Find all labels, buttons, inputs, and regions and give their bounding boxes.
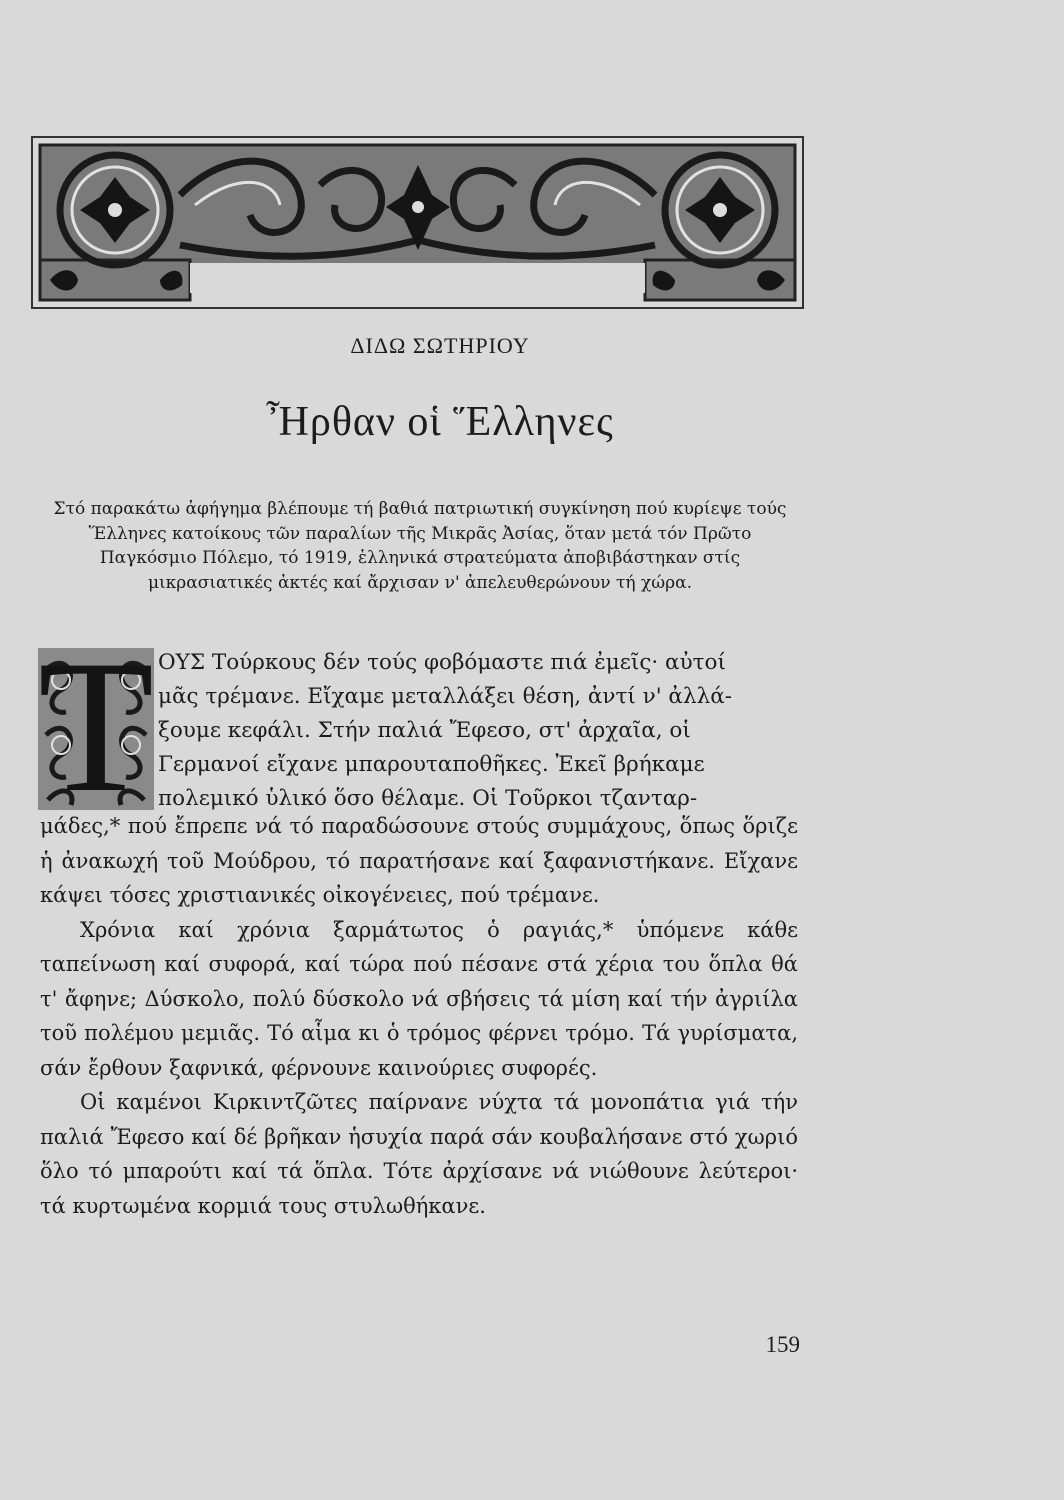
story-body — [40, 809, 798, 1223]
drop-cap-letter: Τ — [37, 640, 155, 815]
author-name: ΔΙΔΩ ΣΩΤΗΡΙΟΥ — [350, 333, 530, 358]
paragraph-2: Χρόνια καί χρόνια ξαρμάτωτος ὁ ραγιάς,* ὑπόμενε κάθε ταπείνωση καί συφορά, καί τώρα πού πέσανε στά χέρια του ὅπλα θά τ' ἄφηνε; Δύσκολο, πολύ δύσκολο νά σβήσεις τά μίση καί τήν ἀγριίλα τοῦ πολέμου μεμιᾶς. Τό αἷμα κι ὁ τρόμος φέρνει τρόμο. Τά γυρίσματα, σάν ἔρθουν ξαφνικά, φέρνουνε καινούριες συφορές. — [40, 917, 798, 1080]
intro-paragraph: Στό παρακάτω ἀφήγημα βλέπουμε τή βαθιά πατριωτική συγκίνηση πού κυρίεψε τούς Ἕλληνες κατοίκους τῶν παραλίων τῆς Μικρᾶς Ἀσίας, ὅταν μετά τόν Πρῶτο Παγκόσμιο Πόλεμο, τό 1919, ἑλληνικά στρατεύματα ἀποβιβάστηκαν στίς μικρασιατικές ἀκτές καί ἄρχισαν ν' ἀπελευθερώνουν τή χώρα. — [53, 499, 787, 593]
paragraph-3: Οἱ καμένοι Κιρκιντζῶτες παίρνανε νύχτα τά μονοπάτια γιά τήν παλιά Ἔφεσο καί δέ βρῆκαν ἡσυχία παρά σάν κουβαλήσανε στό χωριό ὅλο τό μπαρούτι καί τά ὅπλα. Τότε ἀρχίσανε νά νιώθουνε λεύτεροι· τά κυρτωμένα κορμιά τους στυλωθήκανε. — [40, 1090, 798, 1218]
story-title: Ἦρθαν οἱ Ἕλληνες — [266, 399, 614, 445]
drop-line-1: ΟΥΣ Τούρκους δέν τούς φοβόμαστε πιά ἐμεῖς· αὐτοί — [158, 650, 726, 675]
drop-line-4: Γερμανοί εἴχανε μπαρουταποθῆκες. Ἐκεῖ βρήκαμε — [158, 752, 705, 777]
paragraph-1-continued: μάδες,* πού ἔπρεπε νά τό παραδώσουνε στούς συμμάχους, ὅπως ὅριζε ἡ ἀνακωχή τοῦ Μούδρου, τό παρατήσανε καί ξαφανιστήκανε. Εἴχανε κάψει τόσες χριστιανικές οἰκογένειες, πού τρέμανε. — [40, 814, 798, 907]
page-number: 159 — [765, 1332, 800, 1357]
drop-line-2: μᾶς τρέμανε. Εἴχαμε μεταλλάξει θέση, ἀντί ν' ἀλλά- — [158, 684, 732, 709]
drop-line-3: ξουμε κεφάλι. Στήν παλιά Ἔφεσο, στ' ἀρχαῖα, οἱ — [158, 718, 691, 743]
ornamental-header-banner — [30, 135, 805, 310]
decorated-drop-cap — [36, 640, 156, 815]
drop-line-5: πολεμικό ὑλικό ὅσο θέλαμε. Οἱ Τοῦρκοι τζανταρ- — [158, 786, 698, 811]
